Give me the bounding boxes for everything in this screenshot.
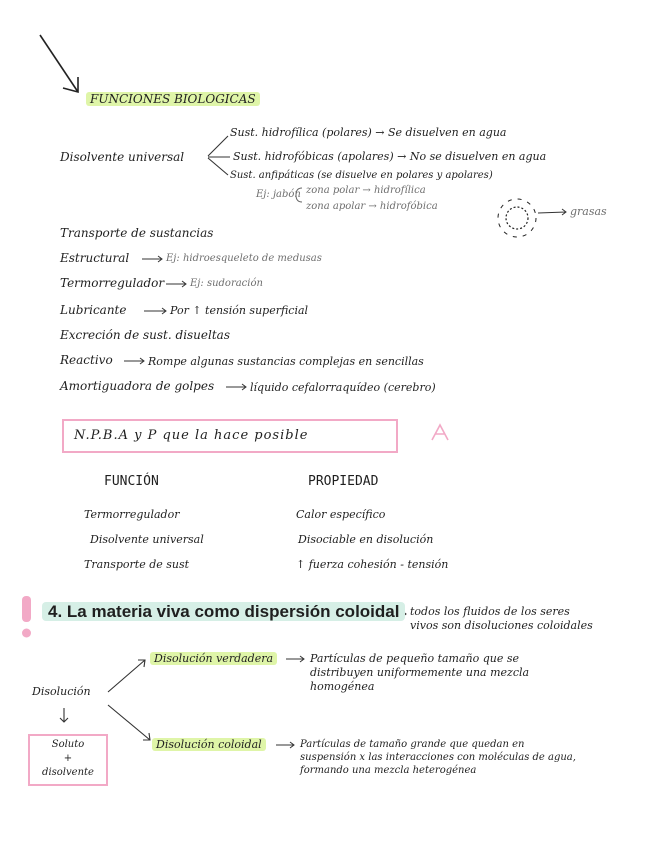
disolucion-root: Disolución	[32, 685, 91, 698]
table-cell: Transporte de sust	[84, 558, 190, 571]
text-line: Partículas de tamaño grande que quedan en	[300, 739, 525, 750]
soluto-line: Soluto	[51, 739, 85, 750]
soluto-box	[28, 734, 108, 786]
list-item: Transporte de sustancias	[60, 226, 214, 240]
text-line: homogénea	[310, 680, 375, 693]
verdadera-highlight: Disolución verdadera	[150, 652, 277, 665]
detail-amortiguadora: líquido cefalorraquídeo (cerebro)	[250, 381, 436, 394]
plus-line: +	[63, 753, 73, 764]
detail-termorregulador: Ej: sudoración	[190, 278, 263, 289]
list-item: Lubricante	[60, 303, 127, 317]
branch-hidrofilica: Sust. hidrofílica (polares) → Se disuelven en agua	[230, 126, 507, 139]
list-item: Estructural	[60, 251, 130, 265]
example-zona-polar: zona polar → hidrofílica	[306, 185, 426, 196]
text-line: Partículas de pequeño tamaño que se	[310, 652, 520, 665]
list-item: Termorregulador	[60, 276, 165, 290]
table-cell: Termorregulador	[84, 508, 180, 521]
section4-note-line1: todos los fluidos de los seres	[410, 605, 570, 618]
section4-title-text: 4. La materia viva como dispersión coloidal	[42, 602, 405, 621]
list-item: Amortiguadora de golpes	[60, 379, 215, 393]
verdadera-label	[150, 652, 277, 665]
table-cell: Calor específico	[296, 508, 386, 521]
coloidal-description	[300, 738, 576, 777]
verdadera-description	[310, 652, 529, 694]
disolvente-label: Disolvente universal	[60, 150, 185, 164]
list-item: Excreción de sust. disueltas	[60, 328, 230, 342]
table-cell: Disociable en disolución	[298, 533, 434, 546]
table-cell: Disolvente universal	[90, 533, 204, 546]
table-header-funcion: FUNCIÓN	[104, 474, 159, 489]
detail-estructural: Ej: hidroesqueleto de medusas	[166, 253, 322, 264]
section-title	[86, 92, 260, 106]
table-header-propiedad: PROPIEDAD	[308, 474, 379, 489]
text-line: distribuyen uniformemente una mezcla	[310, 666, 530, 679]
section4-title	[42, 602, 405, 622]
table-cell: ↑ fuerza cohesión - tensión	[296, 558, 449, 571]
title-highlight: FUNCIONES BIOLOGICAS	[86, 92, 260, 106]
section4-note-line2: vivos son disoluciones coloidales	[410, 619, 593, 632]
coloidal-highlight: Disolución coloidal	[152, 738, 266, 751]
callout-box	[62, 419, 398, 453]
list-item: Reactivo	[60, 353, 113, 367]
example-label: Ej: jabón	[256, 189, 301, 200]
text-line: formando una mezcla heterogénea	[300, 765, 477, 776]
branch-anfipatica: Sust. anfipáticas (se disuelve en polares y apolares)	[230, 170, 493, 181]
disolvente-line: disolvente	[42, 767, 94, 778]
example-zona-apolar: zona apolar → hidrofóbica	[306, 201, 438, 212]
detail-reactivo: Rompe algunas sustancias complejas en sencillas	[148, 355, 424, 368]
grasas-label: grasas	[570, 205, 607, 218]
coloidal-label	[152, 738, 266, 751]
callout-text: N.P.B.A y P que la hace posible	[74, 428, 309, 443]
text-line: suspensión x las interacciones con moléculas de agua,	[300, 752, 576, 763]
branch-hidrofobica: Sust. hidrofóbicas (apolares) → No se disuelven en agua	[233, 150, 547, 163]
detail-lubricante: Por ↑ tensión superficial	[170, 304, 309, 317]
callout-mark	[432, 424, 448, 440]
